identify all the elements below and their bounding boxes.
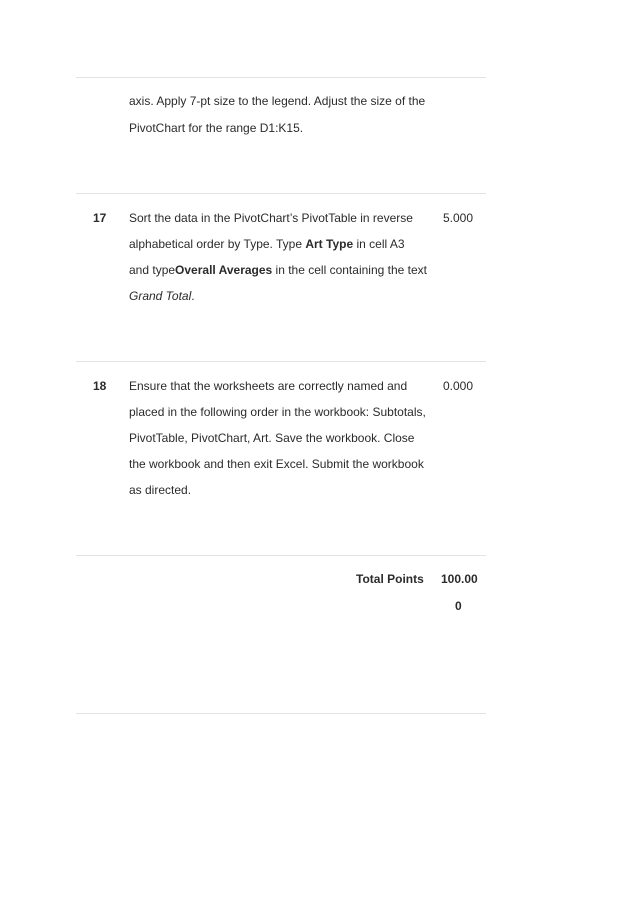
points-value: 5.000 xyxy=(443,211,474,225)
bold-text: Art Type xyxy=(305,237,354,251)
row-divider xyxy=(76,77,486,78)
instruction-text: the workbook and then exit Excel. Submit the workbook xyxy=(129,457,424,471)
instruction-text: placed in the following order in the workbook: Subtotals, xyxy=(129,405,426,419)
instruction-text: PivotTable, PivotChart, Art. Save the workbook. Close xyxy=(129,431,415,445)
total-points-value-wrap: 0 xyxy=(455,599,462,613)
row-divider xyxy=(76,713,486,714)
instruction-text xyxy=(129,263,427,277)
total-points-value: 100.00 xyxy=(441,572,478,586)
text-segment: and type xyxy=(129,263,176,277)
text-segment: alphabetical order by Type. Type xyxy=(129,237,306,251)
text-segment: in cell A3 xyxy=(353,237,405,251)
bold-text: Overall Averages xyxy=(175,263,273,277)
text-segment: . xyxy=(191,289,195,303)
step-number: 18 xyxy=(93,379,107,393)
row-divider xyxy=(76,361,486,362)
row-divider xyxy=(76,555,486,556)
instruction-text: PivotChart for the range D1:K15. xyxy=(129,121,304,135)
instruction-text xyxy=(129,237,405,251)
instruction-text xyxy=(129,289,195,303)
text-segment: in the cell containing the text xyxy=(272,263,427,277)
points-value: 0.000 xyxy=(443,379,474,393)
row-divider xyxy=(76,193,486,194)
instruction-text: Ensure that the worksheets are correctly named and xyxy=(129,379,408,393)
instruction-text: axis. Apply 7-pt size to the legend. Adjust the size of the xyxy=(129,94,426,108)
instruction-text: as directed. xyxy=(129,483,192,497)
total-points-label: Total Points xyxy=(356,572,424,586)
step-number: 17 xyxy=(93,211,107,225)
italic-text: Grand Total xyxy=(129,289,192,303)
instruction-text: Sort the data in the PivotChart’s PivotTable in reverse xyxy=(129,211,413,225)
